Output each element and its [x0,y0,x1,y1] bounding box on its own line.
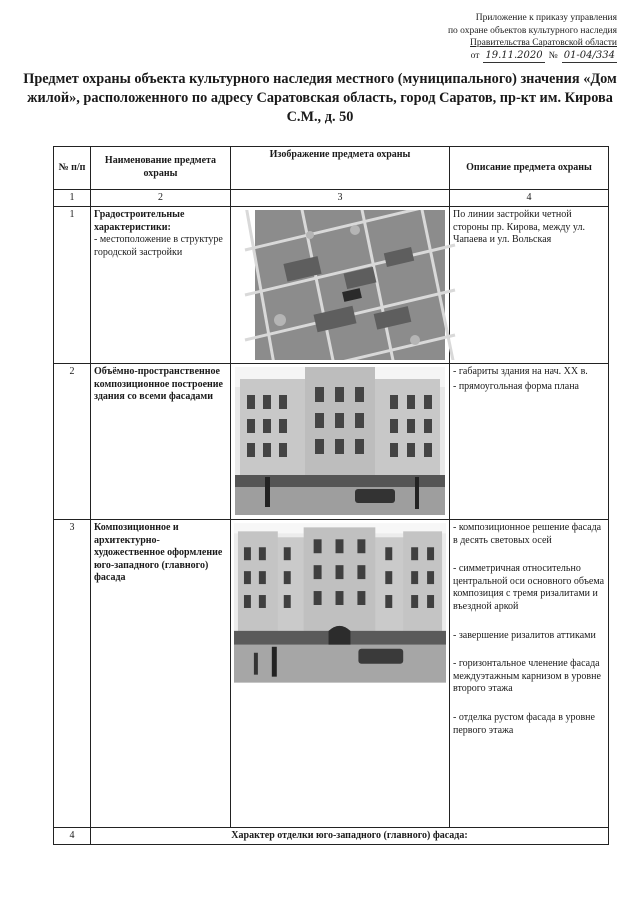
number-prefix: № [548,50,558,61]
row-name-bold: Объёмно-пространственное композиционное построение здания со всеми фасадами [94,366,223,403]
description-item: - завершение ризалитов аттиками [453,629,596,641]
header-name: Наименование предмета охраны [91,147,231,190]
description-item: По линии застройки четной стороны пр. Кирова, между ул. Чапаева и ул. Вольская [453,209,585,246]
row-number: 2 [54,364,91,520]
building-street-photo [234,367,446,515]
col-num-3: 3 [231,190,450,207]
description-item: - горизонтальное членение фасада междуэтажным карнизом в уровне второго этажа [453,658,601,695]
building-facade-photo [234,523,446,683]
date-prefix: от [470,50,480,61]
aerial-map-photo [244,210,456,360]
row-image-cell [231,520,450,828]
appendix-line-2: по охране объектов культурного наследия [447,25,617,36]
description-item: - прямоугольная форма плана [453,380,579,392]
table-row [54,520,609,828]
row-image-cell [231,207,450,364]
appendix-line-1: Приложение к приказу управления [475,13,617,23]
row-name [91,207,231,364]
header-number: № п/п [54,147,91,190]
row-description [450,364,609,520]
row-description [450,207,609,364]
table-row [54,364,609,520]
description-item: - симметричная относительно центральной оси основного объема композиция с тремя ризалитами и въездной аркой [453,563,605,612]
protection-subject-table [53,146,609,845]
row-name [91,520,231,828]
description-item: - габариты здания на нач. XX в. [453,366,588,377]
facade-finish-heading: Характер отделки юго-западного (главного) фасада: [91,828,609,845]
description-item: - отделка рустом фасада в уровне первого этажа [453,711,595,736]
header-image: Изображение предмета охраны [231,147,450,190]
header-description: Описание предмета охраны [450,147,609,190]
order-date: 19.11.2020 [483,50,544,64]
document-title: Предмет охраны объекта культурного наследия местного (муниципального) значения «Дом жилой», расположенного по адресу Саратовская область, город Саратов, пр-кт им. Кирова С.М., д. 50 [23,71,617,125]
table-row [54,207,609,364]
row-name-bold: Градостроительные характеристики: [94,209,185,233]
table-header-row [54,147,609,190]
row-number: 1 [54,207,91,364]
column-number-row [54,190,609,207]
row-description [450,520,609,828]
row-number: 3 [54,520,91,828]
col-num-2: 2 [91,190,231,207]
description-item: - композиционное решение фасада в десять световых осей [453,522,602,546]
order-number: 01-04/334 [562,50,617,64]
order-date-number [405,50,617,64]
col-num-4: 4 [450,190,609,207]
row-name-text: - местоположение в структуре городской застройки [94,234,223,258]
row-number: 4 [54,828,91,845]
col-num-1: 1 [54,190,91,207]
table-row [54,828,609,845]
appendix-line-3: Правительства Саратовской области [470,38,617,48]
row-name [91,364,231,520]
order-appendix-note [405,12,617,63]
row-image-cell [231,364,450,520]
row-name-bold: Композиционное и архитектурно-художественное оформление юго-западного (главного) фасада [94,522,223,584]
